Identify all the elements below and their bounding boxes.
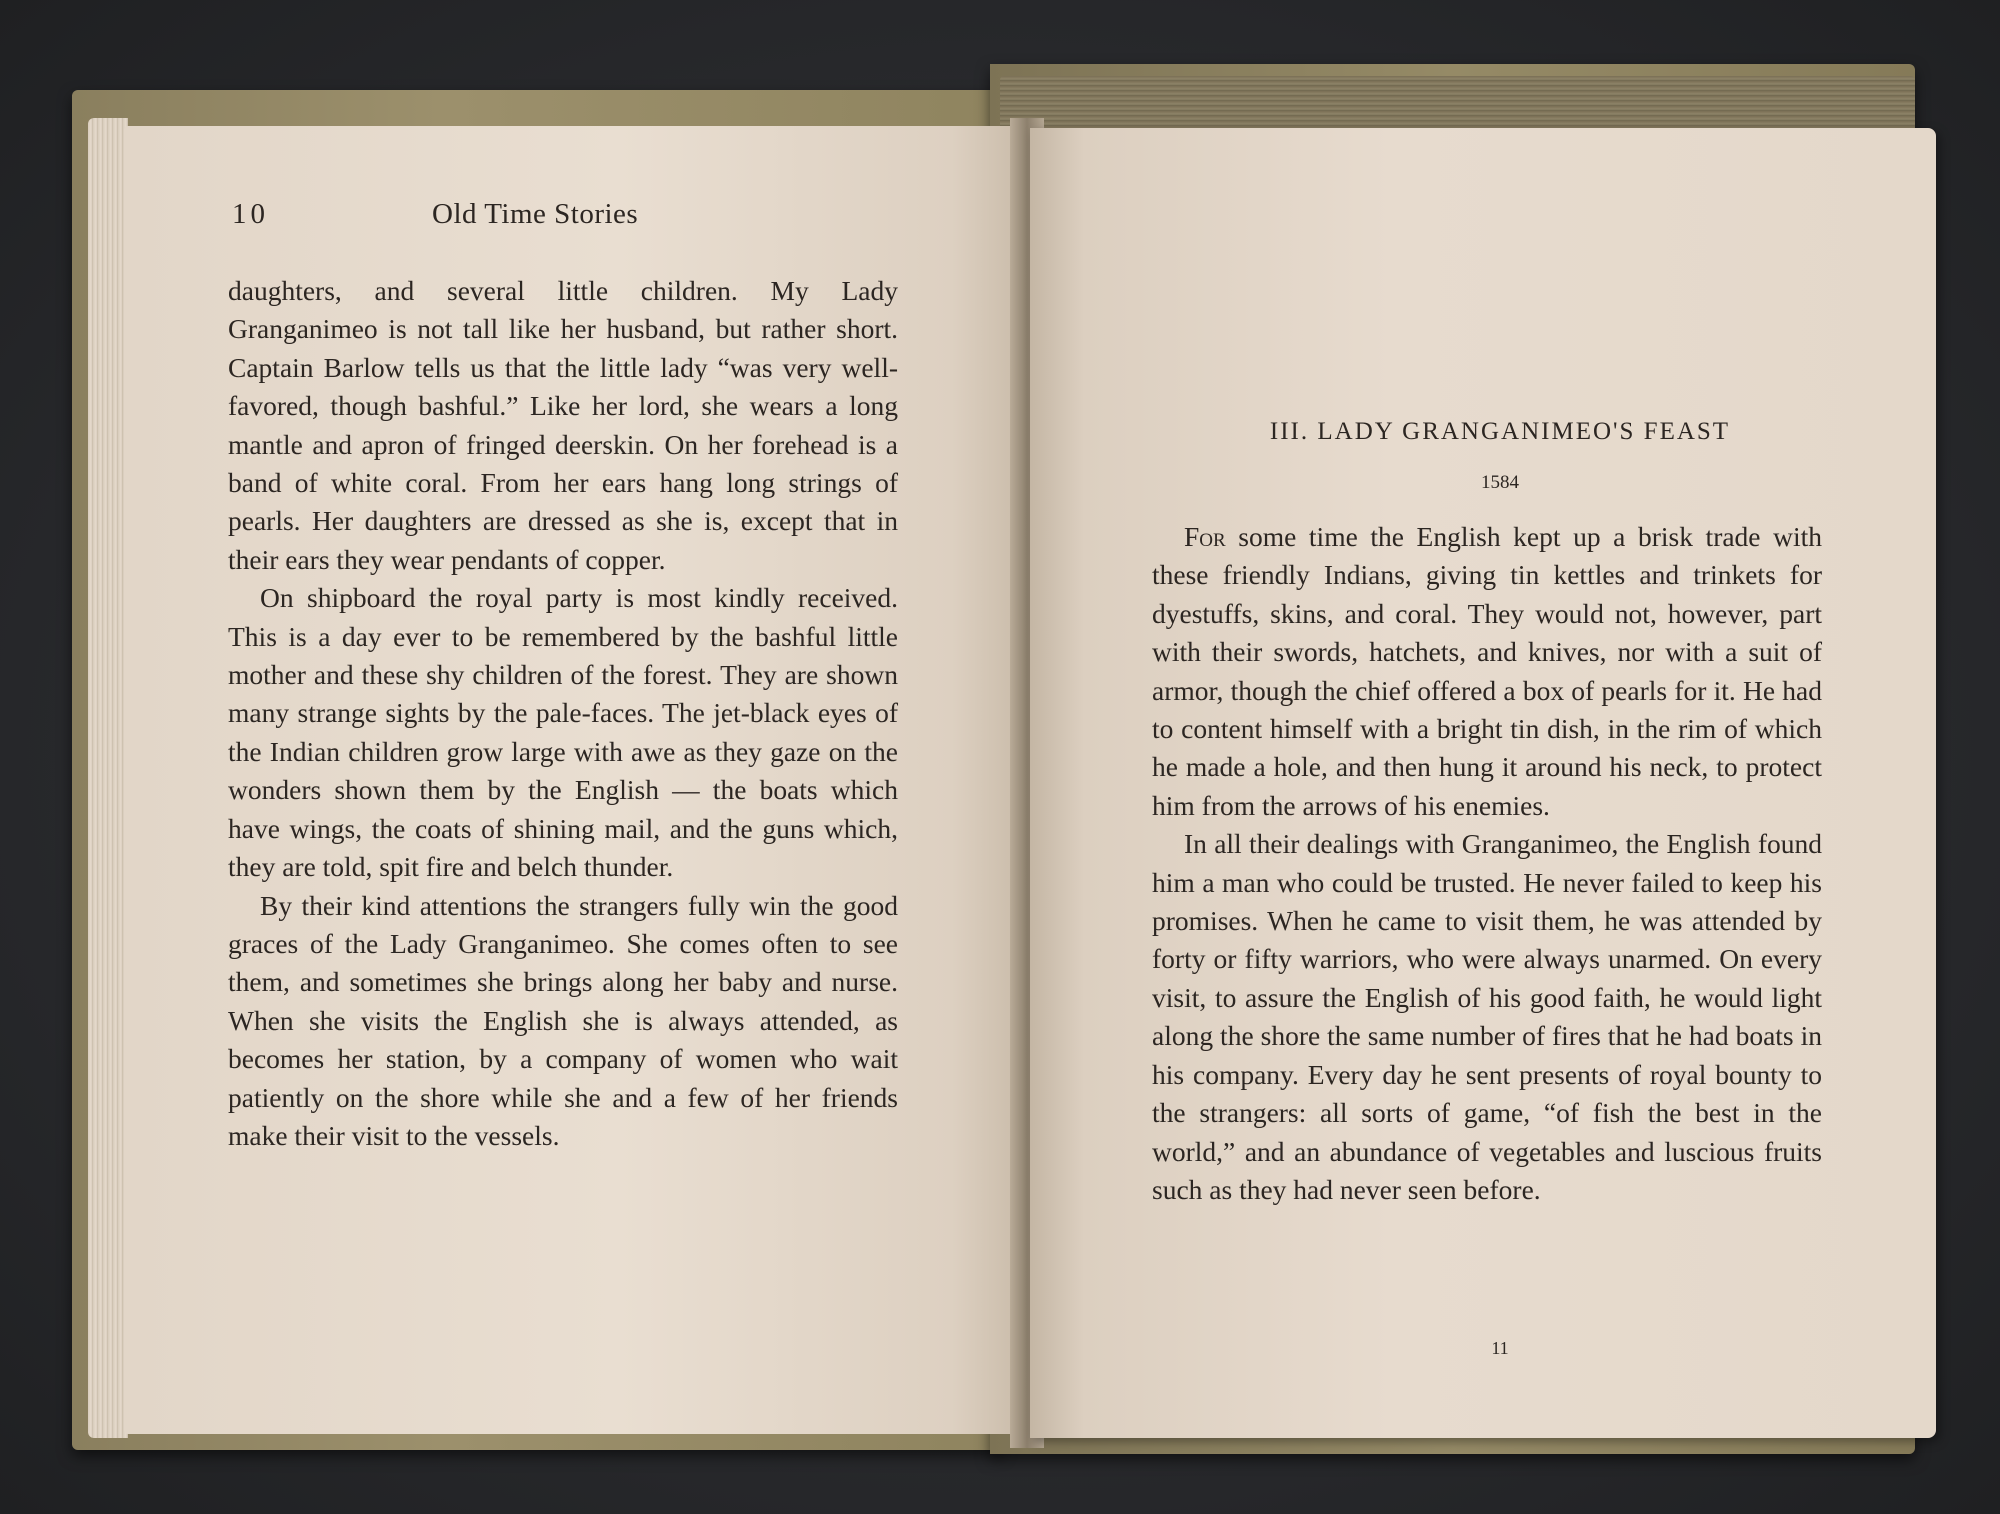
left-paragraph-3: By their kind attentions the strangers fully win the good graces of the Lady Granganimeo. She comes often to see them, and sometimes she brings along her baby and nurse. When she visits the English she is always attended, as becomes her station, by a company of women who wait patiently on the shore while she and a few of her friends make their visit to the vessels. [228,889,898,1151]
right-paragraph-1 [1152,518,1822,825]
page-edges-top [1000,76,1915,132]
running-title: Old Time Stories [432,198,639,230]
right-page [1030,128,1936,1438]
chapter-year: 1584 [1481,472,1519,493]
left-paragraph-1: daughters, and several little children. My Lady Granganimeo is not tall like her husband, but rather short. Captain Barlow tells us that the little lady “was very well-favored, though bashful.” Like her lord, she wears a long mantle and apron of fringed deerskin. On her forehead is a band of white coral. From her ears hang long strings of pearls. Her daughters are dressed as she is, except that in their ears they wear pendants of copper. [228,275,898,575]
left-page [124,126,1024,1434]
page-edges-side [88,118,128,1438]
chapter-title: III. LADY GRANGANIMEO'S FEAST [1269,418,1731,445]
left-paragraph-2: On shipboard the royal party is most kindly received. This is a day ever to be remembered by the bashful little mother and these shy children of the forest. They are shown many strange sights by the pale-faces. The jet-black eyes of the Indian children grow large with awe as they gaze on the wonders shown them by the English — the boats which have wings, the coats of shining mail, and the guns which, they are told, spit fire and belch thunder. [228,582,898,883]
left-page-body [228,272,898,1155]
first-word: For [1184,521,1226,552]
right-page-number: 11 [1491,1338,1509,1358]
right-paragraph-1-text: some time the English kept up a brisk trade with these friendly Indians, giving tin kettles and trinkets for dyestuffs, skins, and coral. They would not, however, part with their swords, hatchets, and knives, nor with a suit of armor, though the chief offered a box of pearls for it. He had to content himself with a bright tin dish, in the rim of which he made a hole, and then hung it around his neck, to protect him from the arrows of his enemies. [1152,521,1822,821]
left-page-number: 10 [232,198,269,230]
right-paragraph-2: In all their dealings with Granganimeo, the English found him a man who could be trusted. He never failed to keep his promises. When he came to visit them, he was attended by forty or fifty warriors, who were always unarmed. On every visit, to assure the English of his good faith, he would light along the shore the same number of fires that he had boats in his company. Every day he sent presents of royal bounty to the strangers: all sorts of game, “of fish the best in the world,” and an abundance of vegetables and luscious fruits such as they had never seen before. [1152,828,1822,1205]
right-page-body [1152,518,1822,1209]
